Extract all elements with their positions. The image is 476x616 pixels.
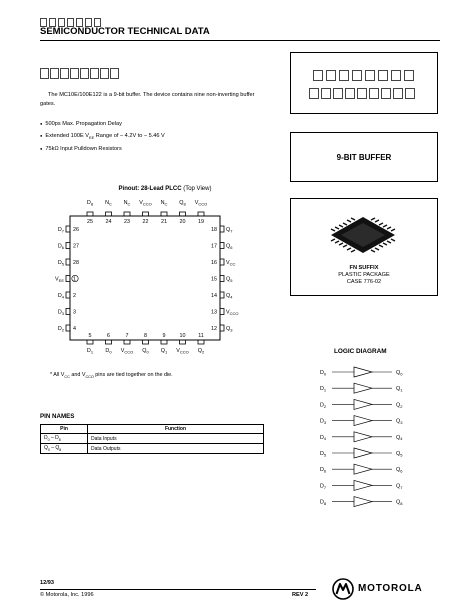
motorola-logo-icon [332, 578, 354, 600]
logic-output-label: $Q_8$ [396, 499, 403, 506]
pin-lead [198, 340, 204, 344]
missing-glyph-box [70, 68, 79, 79]
pinout-title-bold: Pinout: 28-Lead PLCC [118, 186, 182, 192]
missing-glyph-box [50, 68, 59, 79]
pin-number-bottom: 6 [107, 333, 110, 339]
pin-lead [161, 340, 167, 344]
pin-lead [66, 259, 70, 265]
feature-item: ● 75kΩ Input Pulldown Resistors [40, 146, 122, 153]
footer-date: 12/93 [40, 580, 54, 586]
product-title: 9-BIT BUFFER [336, 153, 392, 162]
header-rule [40, 40, 440, 41]
package-case: CASE 776-02 [346, 279, 382, 285]
pin-cell: $Q_0 - Q_8$ [41, 444, 88, 454]
pin-lead [66, 292, 70, 298]
pin-number-left: 2 [73, 293, 76, 299]
missing-glyph-box [393, 88, 403, 99]
pin-lead [106, 212, 112, 216]
logic-output-label: $Q_5$ [396, 451, 403, 458]
pin-number-right: 12 [211, 326, 217, 332]
pin-cell: $D_0 - D_8$ [41, 434, 88, 444]
footer-rule [40, 589, 316, 590]
plcc-body [70, 216, 220, 340]
pin-label-bottom: $Q_2$ [197, 348, 205, 355]
pin-label-left: $D_4$ [57, 293, 64, 300]
part-number-line-2 [309, 86, 417, 104]
logic-output-label: $Q_3$ [396, 418, 403, 425]
function-cell: Data Inputs [88, 434, 264, 444]
doc-header-title: SEMICONDUCTOR TECHNICAL DATA [40, 26, 210, 37]
package-box [290, 198, 438, 296]
pin-lead [66, 309, 70, 315]
intro-heading-placeholder [40, 66, 120, 84]
logic-input-label: $D_3$ [320, 418, 327, 425]
missing-glyph-box [365, 70, 375, 81]
pin-number-bottom: 5 [88, 333, 92, 339]
pin-number-bottom: 9 [162, 333, 166, 339]
pin-label-right: $V_{CC}$ [226, 260, 236, 267]
pin-names-table [40, 424, 264, 454]
pin-label-bottom: $Q_0$ [142, 348, 149, 355]
buffer-gate-icon [354, 367, 372, 377]
missing-glyph-box [321, 88, 331, 99]
logic-input-label: $D_6$ [320, 467, 327, 474]
pin-number-left: 26 [73, 227, 79, 233]
missing-glyph-box [339, 70, 349, 81]
logic-diagram-title: LOGIC DIAGRAM [334, 348, 387, 355]
logic-output-label: $Q_1$ [396, 386, 403, 393]
pin-label-left: $D_2$ [57, 326, 64, 333]
pin-number-bottom: 10 [179, 333, 186, 339]
package-type: PLASTIC PACKAGE [338, 272, 390, 278]
logic-input-label: $D_1$ [320, 386, 327, 393]
intro-paragraph: The MC10E/100E122 is a 9-bit buffer. The device contains nine non-inverting buffer gates. [40, 92, 255, 107]
pin-label-right: $Q_5$ [226, 276, 233, 283]
pin-lead [143, 212, 149, 216]
buffer-gate-icon [354, 383, 372, 393]
buffer-gate-icon [354, 448, 372, 458]
pin-number-left: 1 [73, 276, 76, 283]
logic-output-label: $Q_7$ [396, 483, 403, 490]
pin-label-left: $D_3$ [57, 309, 64, 316]
missing-glyph-box [381, 88, 391, 99]
function-cell: Data Outputs [88, 444, 264, 454]
feature-item: ● 500ps Max. Propagation Delay [40, 120, 122, 127]
missing-glyph-box [369, 88, 379, 99]
pin-label-right: $Q_4$ [226, 293, 233, 300]
pin-number-top: 21 [161, 219, 167, 225]
pin-number-right: 16 [211, 260, 217, 266]
missing-glyph-box [309, 88, 319, 99]
product-title-box [290, 132, 438, 182]
pin-label-left: $D_7$ [57, 227, 64, 234]
pin-lead [198, 212, 204, 216]
missing-glyph-box [110, 68, 119, 79]
pin-lead [106, 340, 112, 344]
pin-label-right: $Q_6$ [226, 243, 233, 250]
buffer-gate-icon [354, 497, 372, 507]
missing-glyph-box [345, 88, 355, 99]
logic-input-label: $D_4$ [320, 434, 327, 442]
missing-glyph-box [100, 68, 109, 79]
pin-number-left: 3 [73, 309, 76, 316]
missing-glyph-box [405, 88, 415, 99]
pin-label-left: $V_{EE}$ [55, 276, 64, 283]
footer-brand: MOTOROLA [358, 583, 423, 594]
pin-number-top: 23 [124, 219, 130, 225]
pin-label-bottom: $V_{CCO}$ [120, 348, 134, 355]
pin-header: Pin [41, 425, 88, 434]
pin-label-bottom: $D_1$ [86, 348, 94, 355]
logic-output-label: $Q_2$ [396, 402, 403, 409]
logic-output-label: $Q_4$ [396, 434, 403, 442]
pin-label-right: $Q_3$ [226, 326, 233, 333]
footer-rev: REV 2 [292, 592, 309, 598]
pin-label-top: $V_{CCO}$ [194, 200, 208, 207]
logic-diagram [314, 362, 434, 522]
pin-lead [143, 340, 149, 344]
pin-label-top: $N_C$ [105, 200, 112, 207]
pin-number-top: 19 [198, 219, 204, 225]
plcc-package-icon [321, 209, 405, 259]
logic-input-label: $D_5$ [320, 451, 327, 458]
pin-lead [220, 276, 224, 282]
pin-lead [66, 226, 70, 232]
pin-lead [66, 276, 70, 282]
buffer-gate-icon [354, 399, 372, 409]
pin-number-right: 18 [211, 227, 217, 233]
logic-input-label: $D_7$ [320, 483, 327, 490]
pin-number-left: 28 [73, 260, 79, 266]
pin-label-right: $Q_7$ [226, 227, 233, 234]
missing-glyph-box [352, 70, 362, 81]
pin-number-top: 24 [105, 219, 112, 225]
pin-lead [66, 243, 70, 249]
pin-lead [220, 243, 224, 249]
logic-input-label: $D_0$ [320, 370, 327, 377]
pin-number-bottom: 11 [198, 333, 204, 339]
bullet-icon: ● [40, 121, 43, 126]
pin-label-bottom: $D_0$ [105, 348, 112, 355]
pin-lead [66, 325, 70, 331]
pin-number-top: 22 [142, 219, 149, 225]
buffer-gate-icon [354, 432, 372, 442]
pin-lead [124, 212, 130, 216]
pin-label-top: $Q_8$ [179, 200, 186, 207]
pin-names-title: PIN NAMES [40, 413, 75, 420]
bullet-icon: ● [40, 132, 43, 138]
pin-lead [220, 292, 224, 298]
pin-lead [220, 325, 224, 331]
logic-input-label: $D_2$ [320, 402, 327, 409]
pin-lead [220, 309, 224, 315]
logic-input-label: $D_8$ [320, 499, 327, 506]
pin-lead [87, 212, 93, 216]
pin-label-top: $N_C$ [160, 200, 168, 207]
pin-lead [180, 212, 186, 216]
pin-label-top: $D_8$ [86, 200, 94, 207]
pin-number-top: 20 [179, 219, 186, 225]
pinout-diagram [30, 192, 270, 364]
missing-glyph-box [333, 88, 343, 99]
features-list [40, 118, 270, 155]
pin-number-bottom: 8 [144, 333, 147, 339]
pin-lead [220, 226, 224, 232]
buffer-gate-icon [354, 416, 372, 426]
pin-lead [161, 212, 167, 216]
pin-lead [124, 340, 130, 344]
missing-glyph-box [60, 68, 69, 79]
feature-item: ● Extended 100E $V_{EE}$ Range of – 4.2V to – 5.46 V [40, 132, 165, 141]
missing-glyph-box [378, 70, 388, 81]
part-number-line-1 [313, 68, 417, 86]
pin-number-right: 17 [211, 243, 217, 250]
missing-glyph-box [90, 68, 99, 79]
pin-number-top: 25 [87, 219, 93, 225]
missing-glyph-box [326, 70, 336, 81]
pin-lead [87, 340, 93, 344]
logic-output-label: $Q_0$ [396, 370, 403, 377]
missing-glyph-box [391, 70, 401, 81]
part-number-box [290, 52, 438, 114]
buffer-gate-icon [354, 464, 372, 474]
pin-label-right: $V_{CCO}$ [226, 309, 239, 316]
pin-lead [220, 259, 224, 265]
function-header: Function [88, 425, 264, 434]
pin-number-right: 13 [211, 309, 217, 316]
missing-glyph-box [404, 70, 414, 81]
footer-copyright: © Motorola, Inc. 1996 [40, 592, 94, 598]
pinout-footnote: * All $V_{CC}$ and $V_{CCO}$ pins are tied together on the die. [50, 372, 173, 380]
pin-number-right: 14 [211, 293, 217, 299]
missing-glyph-box [40, 68, 49, 79]
pin-lead [180, 340, 186, 344]
table-row [41, 434, 264, 444]
logic-output-label: $Q_6$ [396, 467, 403, 474]
pin-label-bottom: $V_{CCO}$ [176, 348, 189, 355]
pin-label-top: $V_{CCO}$ [139, 200, 152, 207]
pin-number-left: 4 [73, 326, 76, 332]
pin-label-top: $N_C$ [123, 200, 131, 207]
missing-glyph-box [80, 68, 89, 79]
pin-number-right: 15 [211, 276, 217, 283]
missing-glyph-box [313, 70, 323, 81]
buffer-gate-icon [354, 480, 372, 490]
table-row [41, 444, 264, 454]
bullet-icon: ● [40, 146, 43, 152]
pin-label-left: $D_6$ [57, 243, 64, 250]
package-suffix: FN SUFFIX [349, 265, 379, 271]
pin-number-bottom: 7 [125, 333, 129, 339]
missing-glyph-box [357, 88, 367, 99]
pinout-title-normal: (Top View) [183, 186, 212, 192]
pin-number-left: 27 [73, 243, 79, 250]
pin-label-left: $D_5$ [57, 260, 64, 267]
pin-label-bottom: $Q_1$ [160, 348, 168, 355]
